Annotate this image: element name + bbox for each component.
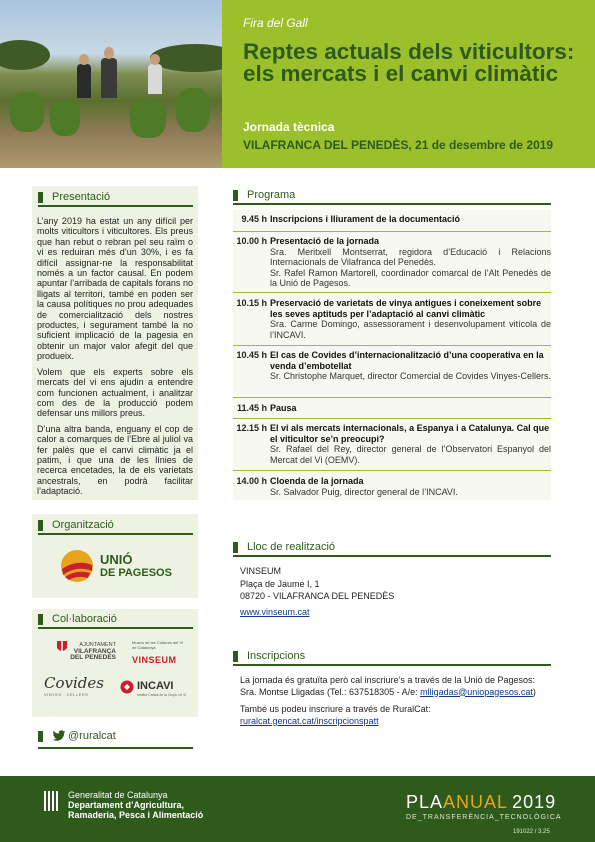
collaboracio-heading: Col·laboració [38,612,193,629]
venue-address: Plaça de Jaume I, 1 [240,578,320,589]
incavi-logo: INCAVI Institut Català de la Vinya i el Vi [120,678,192,708]
program-item: 14.00 h Cloenda de la jornada Sr. Salvador Puig, director general de l’INCAVI. [236,476,458,497]
program-item: 10.15 h Preservació de varietats de vinya antigues i coneixement sobre les seves aptituds per l’adaptació al canvi climàtic Sra. Carme Domingo, assessorament i desenvolupament vitícola de l’INCAVI. [233,298,551,346]
location-date: VILAFRANCA DEL PENEDÈS, 21 de desembre de 2019 [243,138,554,152]
inscripcions-details: La jornada és gratuïta però cal inscriure’s a través de la Unió de Pagesos: Sra. Montse Lligadas (Tel.: 637518305 - A/e: mlligadas@uniopagesos.cat) També us podeu inscriure a través de RuralCat: ruralcat.gencat.cat/inscripcionspatt [240,675,555,727]
twitter-icon [52,730,66,742]
program-item: 11.45 h Pausa [233,403,551,419]
pla-anual-logo: PLAANUAL 2019 [406,792,557,812]
venue-name: VINSEUM [240,566,282,576]
programa-heading: Programa [233,188,551,205]
header-banner [0,0,595,168]
presentacio-heading: Presentació [38,190,193,207]
venue-city: 08720 - VILAFRANCA DEL PENEDÈS [240,591,395,601]
covides-logo: Covides VINYES · CELLERS [44,674,104,697]
presentacio-paragraph: D’una altra banda, enguany el cop de calor a comarques de l’Ebre al juliol va fer palès que el canvi climàtic ja el patim, i que una de les línies de recerca encetades, la de els varietats ancestrals, en podrà facilitar l’adaptació. [37,423,193,497]
ajuntament-vilafranca-logo: AJUNTAMENT VILAFRANCA DEL PENEDÈS [52,640,116,670]
ruralcat-link[interactable]: ruralcat.gencat.cat/inscripcionspatt [240,715,379,726]
email-link[interactable]: mlligadas@uniopagesos.cat [420,686,533,697]
generalitat-text: Generalitat de Catalunya Departament d’Agricultura, Ramaderia, Pesca i Alimentació [68,790,204,820]
generalitat-icon [42,790,62,812]
presentacio-text [37,216,193,502]
event-name: Fira del Gall [243,16,308,30]
program-item: 10.00 h Presentació de la jornada Sra. Meritxell Montserrat, regidora d’Educació i Relacions Internacionals de Vilafranca del Penedès. Sr. Rafel Ramon Martorell, coordinador comarcal de l’Alt Penedès de la Unió de Pagesos. [233,236,551,293]
pla-anual-subtitle: DE_TRANSFERÈNCIA_TECNOLÒGICA [406,814,562,821]
vineyard-photo [0,0,222,168]
social-heading [38,727,193,749]
organitzacio-heading: Organització [38,518,193,535]
presentacio-paragraph: Volem que els experts sobre els mercats del vi ens ajudin a entendre com funcionen actualment, i analitzar com des de la producció podem defensar uns millors preus. [37,366,193,419]
program-item: 10.45 h El cas de Covides d’internacionalització d’una cooperativa en la venda d’embotellat Sr. Christophe Marquet, director Comercial de Covides Vinyes-Cellers. [233,350,551,398]
program-item: 9.45 h Inscripcions i lliurament de la documentació [233,214,551,232]
inscripcions-heading: Inscripcions [233,649,551,666]
program-item: 12.15 h El vi als mercats internacionals, a Espanya i a Catalunya. Cal que el viticultor se’n preocupi? Sr. Rafael del Rey, director general de l’Observatori Espanyol del Mercat del Vi (OEMV). [233,423,551,471]
page-title: Reptes actuals dels viticultors: els mercats i el canvi climàtic [243,39,575,86]
footer [0,776,595,842]
venue-web-link[interactable]: www.vinseum.cat [240,606,310,617]
presentacio-paragraph: L’any 2019 ha estat un any difícil per molts viticultors i viticultores. Els preus que han rebut o rebran pel seu raïm o vi es reduiran més d’un 30%, i es fa difícil assignar-ne la responsabilitat només a un factor causal. En podem apuntar l’arribada de capitals forans no lligats al territori, també en poden ser la causa polítiques no prou adequades de comercialització dels nostres productes, i segurament també la no suficient implicació de la pagesia en obtenir un major valor afegit del que produeix. [37,216,193,362]
social-handle[interactable]: @ruralcat [68,730,116,742]
document-reference: 191022 / 3.25 [513,829,550,835]
lloc-heading: Lloc de realització [233,540,551,557]
event-type: Jornada tècnica [243,120,335,134]
vinseum-logo: Museu de les Cultures del Vi de Catalunya VINSEUM [132,640,183,665]
unio-de-pagesos-logo: UNIÓ DE PAGESOS [60,549,190,585]
lloc-details [240,565,540,618]
